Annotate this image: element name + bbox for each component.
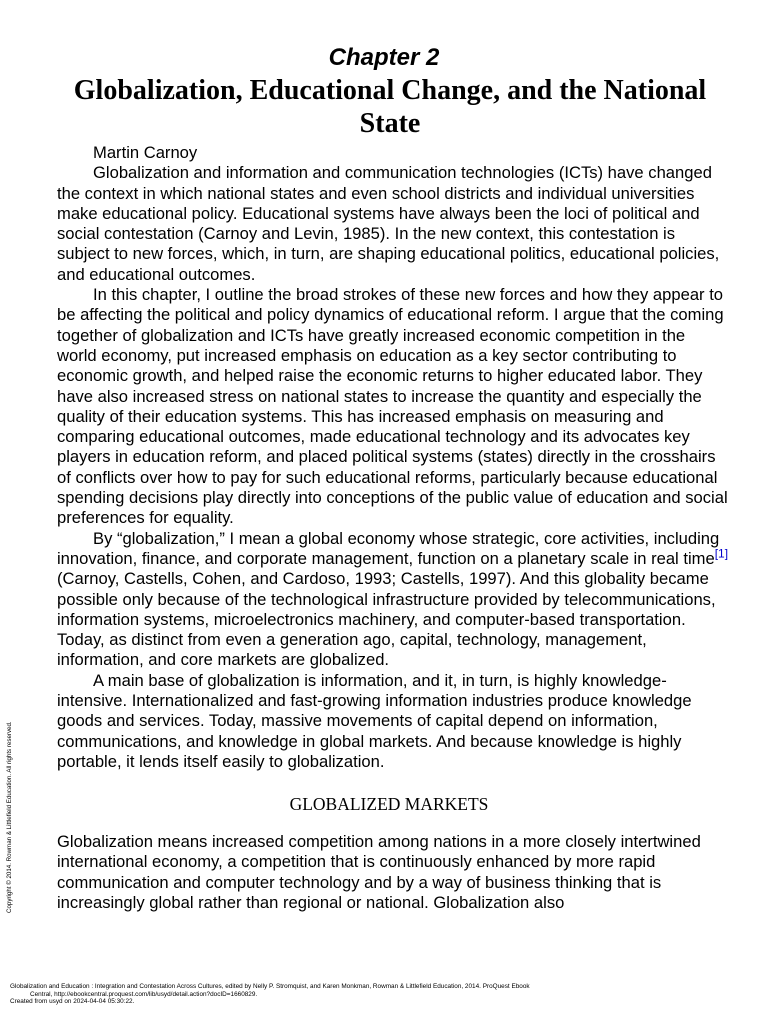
footer-created: Created from usyd on 2024-04-04 05:30:22.: [10, 998, 135, 1006]
chapter-label: Chapter 2: [328, 44, 440, 71]
paragraph-3-part-1: By “globalization,” I mean a global economy whose strategic, core activities, including innovation, finance, and corporate management, function on a planetary scale in real time: [57, 528, 720, 568]
section-heading: GLOBALIZED MARKETS: [289, 794, 489, 814]
footer-url: Central, http://ebookcentral.proquest.com/lib/usyd/detail.action?docID=1660829.: [30, 990, 258, 998]
paragraph-3: [57, 529, 729, 671]
paragraph-1: Globalization and information and communication technologies (ICTs) have changed the context in which national states and even school districts and individual universities make educational policy. Educational systems have always been the loci of political and social contestation (Carnoy and Levin, 1985). In the new context, this contestation is subject to new forces, which, in turn, are shaping educational politics, educational policies, and educational outcomes.: [57, 163, 720, 284]
footer-citation: Globalization and Education : Integration and Contestation Across Cultures, edited by Nelly P. Stromquist, and Karen Monkman, Rowman & Littlefield Education, 2014. ProQuest Ebook: [10, 983, 530, 990]
chapter-title: Globalization, Educational Change, and the National State: [73, 75, 707, 139]
paragraph-3-part-2: (Carnoy, Castells, Cohen, and Cardoso, 1993; Castells, 1997). And this globality became possible only because of the technological infrastructure provided by telecommunications, information systems, microelectronics machinery, and computer-based transportation. Today, as distinct from even a generation ago, capital, technology, management, information, and core markets are globalized.: [57, 569, 716, 670]
footer: [10, 983, 750, 1006]
author-name: Martin Carnoy: [93, 143, 198, 162]
paragraph-2: In this chapter, I outline the broad strokes of these new forces and how they appear to be affecting the political and policy dynamics of educational reform. I argue that the coming together of globalization and ICTs have greatly increased economic competition in the world economy, put increased emphasis on education as a key sector contributing to economic growth, and helped raise the economic returns to higher educated labor. They have also increased stress on national states to increase the quantity and especially the quality of their education systems. This has increased emphasis on measuring and comparing educational outcomes, made educational technology and its advocates key players in education reform, and placed political systems (states) directly in the crosshairs of conflicts over how to pay for such educational reforms, particularly because educational spending decisions play directly into conceptions of the public value of education and social preferences for equality.: [57, 285, 728, 528]
paragraph-4: A main base of globalization is information, and it, in turn, is highly knowledge-intensive. Internationalized and fast-growing information industries produce knowledge goods and services. Today, massive movements of capital depend on information, communications, and knowledge in global markets. And because knowledge is highly portable, it lends itself easily to globalization.: [57, 670, 692, 771]
section-paragraph: Globalization means increased competition among nations in a more closely intertwined international economy, a competition that is continuously enhanced by more rapid communication and computer technology and by a way of business thinking that is increasingly global rather than regional or national. Globalization also: [57, 832, 701, 912]
body-text: [57, 143, 729, 772]
side-copyright: Copyright © 2014. Rowman & Littlefield Education. All rights reserved.: [6, 721, 13, 913]
footnote-link[interactable]: [1]: [714, 546, 729, 561]
